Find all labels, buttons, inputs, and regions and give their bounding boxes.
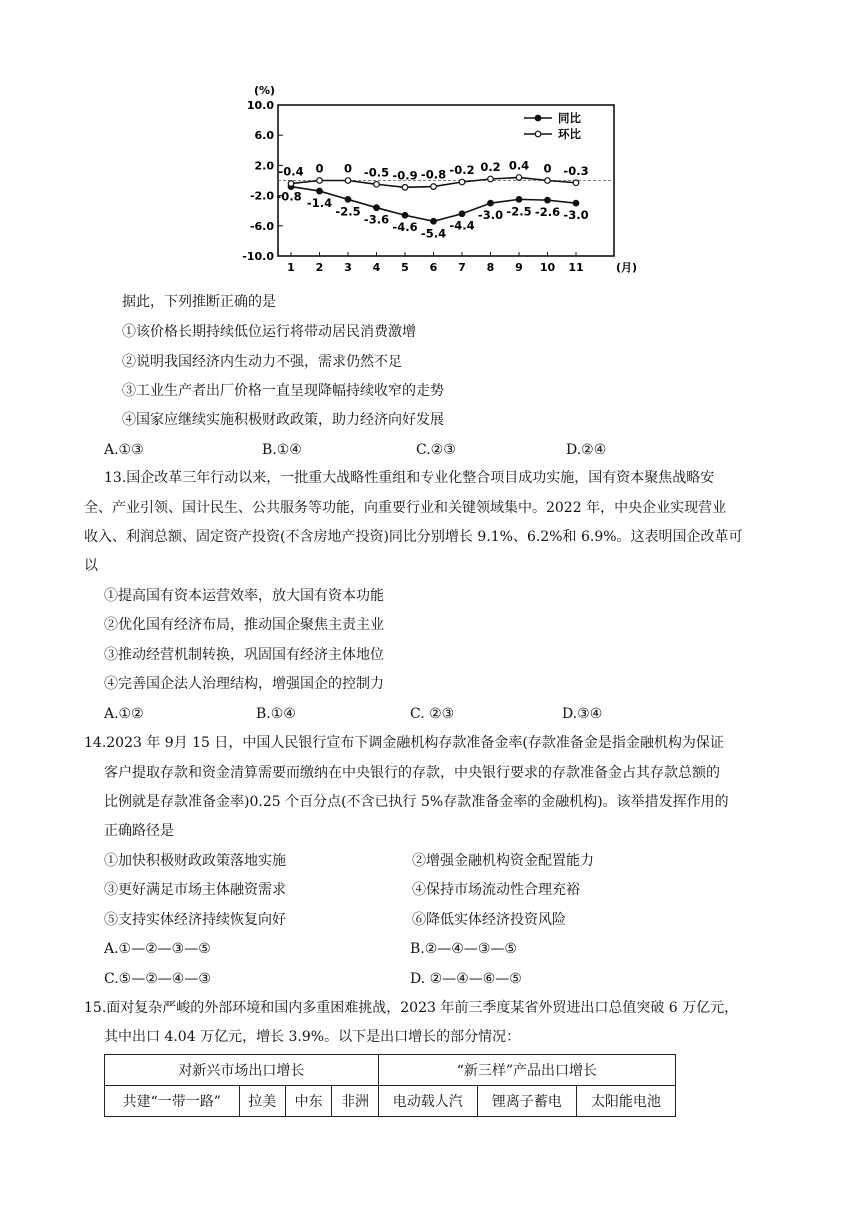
q13-option-b: B.①④ bbox=[256, 706, 296, 722]
y-tick-label: 6.0 bbox=[254, 129, 274, 143]
data-point bbox=[317, 178, 323, 184]
y-tick-label: -2.0 bbox=[249, 189, 274, 203]
table-row bbox=[105, 1086, 676, 1117]
y-unit-label: (%) bbox=[254, 84, 276, 97]
data-point bbox=[431, 184, 437, 190]
data-label: -3.6 bbox=[363, 212, 390, 227]
data-point bbox=[516, 197, 522, 203]
x-tick-label: 4 bbox=[372, 261, 381, 274]
data-point bbox=[488, 200, 494, 206]
col-solar-cell: 太阳能电池 bbox=[576, 1086, 675, 1117]
data-label: -0.9 bbox=[392, 168, 418, 183]
data-label: -0.8 bbox=[420, 167, 447, 182]
x-tick-label: 1 bbox=[287, 261, 295, 274]
q12-item-3: ③工业生产者出厂价格一直呈现降幅持续收窄的走势 bbox=[122, 383, 444, 399]
data-point bbox=[374, 205, 380, 211]
data-label: -2.5 bbox=[506, 204, 532, 219]
y-tick-label: 10.0 bbox=[246, 99, 274, 112]
legend-marker bbox=[535, 131, 541, 137]
data-label: 0 bbox=[315, 161, 324, 176]
q12-option-a: A.①③ bbox=[104, 442, 144, 458]
data-point bbox=[345, 178, 351, 184]
data-point bbox=[431, 218, 437, 224]
q12-option-c: C.②③ bbox=[416, 442, 456, 458]
table-header-row bbox=[105, 1055, 676, 1086]
data-label: 0 bbox=[343, 161, 353, 176]
q14-item-6: ⑥降低实体经济投资风险 bbox=[412, 912, 566, 928]
x-tick-label: 2 bbox=[315, 261, 324, 274]
data-label: -0.4 bbox=[278, 164, 304, 179]
x-unit-label: (月) bbox=[616, 261, 638, 274]
col-electric-car: 电动载人汽 bbox=[378, 1086, 477, 1117]
group-new-three: “新三样”产品出口增长 bbox=[378, 1055, 675, 1086]
data-label: -3.0 bbox=[563, 208, 589, 223]
data-label: -1.4 bbox=[306, 196, 333, 211]
q12-option-b: B.①④ bbox=[262, 442, 302, 458]
data-label: -3.0 bbox=[477, 208, 504, 223]
q13-line-4: 以 bbox=[84, 558, 98, 574]
data-point bbox=[288, 181, 294, 187]
q12-item-1: ①该价格长期持续低位运行将带动居民消费激增 bbox=[122, 324, 416, 340]
q14-item-3: ③更好满足市场主体融资需求 bbox=[104, 882, 286, 898]
q13-option-a: A.①② bbox=[104, 706, 144, 722]
q14-line-3: 比例就是存款准备金率)0.25 个百分点(不含已执行 5%存款准备金率的金融机构)。该举措发挥作用的 bbox=[104, 794, 729, 810]
y-tick-label: -10.0 bbox=[242, 250, 274, 263]
q15-line-1: 15.面对复杂严峻的外部环境和国内多重困难挑战，2023 年前三季度某省外贸进出口总值突破 6 万亿元， bbox=[84, 1000, 739, 1016]
q12-stem: 据此，下列推断正确的是 bbox=[122, 294, 276, 310]
x-tick-label: 7 bbox=[458, 261, 466, 274]
q12-item-2: ②说明我国经济内生动力不强，需求仍然不足 bbox=[122, 354, 402, 370]
q13-line-3: 收入、利润总额、固定资产投资(不含房地产投资)同比分别增长 9.1%、6.2%和 6.9%。这表明国企改革可 bbox=[84, 529, 743, 545]
q14-line-2: 客户提取存款和资金清算需要而缴纳在中央银行的存款，中央银行要求的存款准备金占其存款总额的 bbox=[104, 765, 720, 781]
q12-option-d: D.②④ bbox=[566, 442, 607, 458]
q12-item-4: ④国家应继续实施积极财政政策，助力经济向好发展 bbox=[122, 412, 444, 428]
q14-option-c: C.⑤—②—④—③ bbox=[104, 971, 211, 987]
y-tick-label: 2.0 bbox=[254, 159, 274, 173]
data-point bbox=[345, 197, 351, 203]
data-point bbox=[402, 212, 408, 218]
data-label: -5.4 bbox=[420, 226, 447, 241]
data-point bbox=[573, 200, 579, 206]
q13-item-2: ②优化国有经济布局，推动国企聚焦主责主业 bbox=[104, 617, 384, 633]
data-point bbox=[317, 188, 323, 194]
x-tick-label: 9 bbox=[515, 261, 523, 274]
q13-line-2: 全、产业引领、国计民生、公共服务等功能，向重要行业和关键领域集中。2022 年，中央企业实现营业 bbox=[84, 500, 727, 516]
q14-line-1: 14.2023 年 9月 15 日，中国人民银行宣布下调金融机构存款准备金率(存款准备金是指金融机构为保证 bbox=[84, 735, 724, 751]
y-tick-label: -6.0 bbox=[249, 219, 274, 233]
q13-option-c: C. ②③ bbox=[410, 706, 455, 722]
q14-item-4: ④保持市场流动性合理充裕 bbox=[412, 882, 580, 898]
data-label: -2.6 bbox=[534, 205, 561, 220]
data-point bbox=[573, 180, 579, 186]
x-tick-label: 5 bbox=[401, 261, 409, 274]
data-label: -4.6 bbox=[392, 220, 418, 235]
col-belt-road: 共建“一带一路” bbox=[105, 1086, 240, 1117]
series-line-yoy bbox=[291, 187, 576, 222]
legend-marker bbox=[535, 115, 541, 121]
col-latin-america: 拉美 bbox=[239, 1086, 285, 1117]
data-point bbox=[488, 176, 494, 182]
data-label: -4.4 bbox=[449, 218, 475, 233]
col-lithium-battery: 锂离子蓄电 bbox=[477, 1086, 576, 1117]
data-point bbox=[402, 184, 408, 190]
data-point bbox=[545, 178, 551, 184]
q13-item-4: ④完善国企法人治理结构，增强国企的控制力 bbox=[104, 676, 384, 692]
x-tick-label: 11 bbox=[568, 261, 584, 274]
q14-option-b: B.②—④—③—⑤ bbox=[410, 941, 517, 957]
q14-option-d: D. ②—④—⑥—⑤ bbox=[410, 971, 522, 987]
col-middle-east: 中东 bbox=[285, 1086, 331, 1117]
chart-svg bbox=[238, 80, 638, 280]
data-point bbox=[545, 197, 551, 203]
legend-label: 同比 bbox=[558, 111, 581, 125]
q14-item-1: ①加快积极财政政策落地实施 bbox=[104, 853, 286, 869]
q14-item-2: ②增强金融机构资金配置能力 bbox=[412, 853, 594, 869]
col-africa: 非洲 bbox=[332, 1086, 378, 1117]
data-label: -2.5 bbox=[335, 204, 361, 219]
price-index-chart bbox=[238, 80, 638, 280]
data-label: -0.3 bbox=[563, 163, 589, 178]
q13-item-3: ③推动经营机制转换，巩固国有经济主体地位 bbox=[104, 647, 384, 663]
q15-line-2: 其中出口 4.04 万亿元，增长 3.9%。以下是出口增长的部分情况： bbox=[104, 1029, 521, 1045]
q14-line-4: 正确路径是 bbox=[104, 823, 174, 839]
export-growth-table bbox=[104, 1054, 676, 1117]
x-tick-label: 10 bbox=[539, 261, 556, 274]
data-point bbox=[459, 179, 465, 185]
q14-item-5: ⑤支持实体经济持续恢复向好 bbox=[104, 912, 286, 928]
q13-line-1: 13.国企改革三年行动以来，一批重大战略性重组和专业化整合项目成功实施，国有资本聚焦战略安 bbox=[104, 470, 715, 486]
group-emerging-markets: 对新兴市场出口增长 bbox=[105, 1055, 379, 1086]
data-label: -0.2 bbox=[449, 163, 475, 178]
x-tick-label: 6 bbox=[429, 261, 438, 274]
x-tick-label: 8 bbox=[486, 261, 495, 274]
data-point bbox=[374, 181, 380, 187]
x-tick-label: 3 bbox=[344, 261, 352, 274]
data-label: 0.2 bbox=[480, 159, 501, 174]
data-label: 0 bbox=[543, 161, 552, 176]
legend-label: 环比 bbox=[558, 127, 581, 141]
data-point bbox=[516, 175, 522, 181]
q13-option-d: D.③④ bbox=[562, 706, 603, 722]
q14-option-a: A.①—②—③—⑤ bbox=[104, 941, 211, 957]
data-label: -0.5 bbox=[363, 165, 390, 180]
data-label: -0.8 bbox=[276, 189, 302, 204]
data-point bbox=[459, 211, 465, 217]
q13-item-1: ①提高国有资本运营效率，放大国有资本功能 bbox=[104, 588, 384, 604]
data-label: 0.4 bbox=[508, 158, 530, 173]
